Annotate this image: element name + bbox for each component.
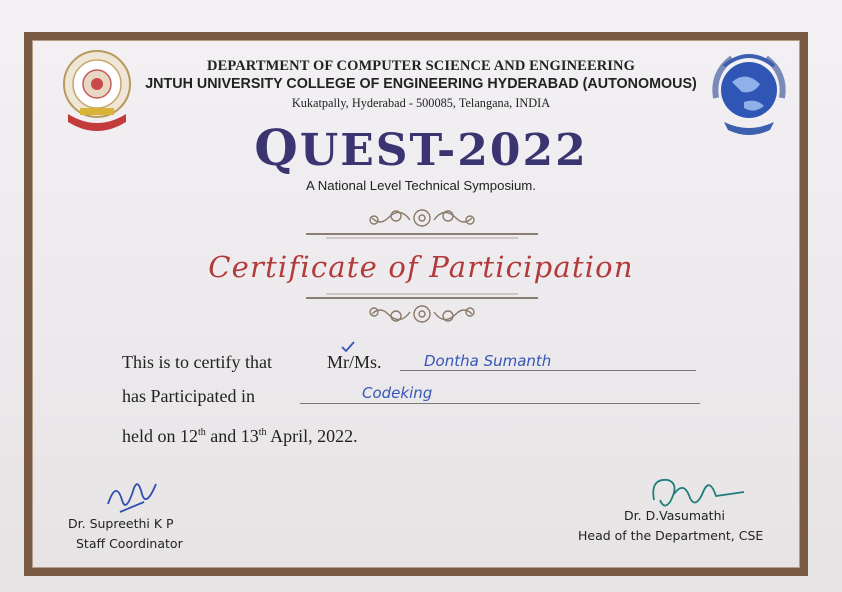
top-ornament-icon [306,204,538,242]
date-line-start: held on 12 [122,426,198,446]
bottom-ornament-icon [306,290,538,330]
salutation-label: Mr/Ms. [327,352,382,372]
event-title-rest: UEST-2022 [299,125,588,176]
staff-coordinator-name: Dr. Supreethi K P [68,516,174,531]
college-heading: JNTUH UNIVERSITY COLLEGE OF ENGINEERING HYDERABAD (AUTONOMOUS) [145,76,697,92]
participated-line-prefix: has Participated in [122,386,255,406]
date-line [122,426,358,447]
event-title-initial: Q [254,118,300,177]
hod-role: Head of the Department, CSE [578,528,764,543]
event-subtitle: A National Level Technical Symposium. [306,178,536,193]
department-heading: DEPARTMENT OF COMPUTER SCIENCE AND ENGINEERING [207,58,635,74]
event-name-line [300,403,700,404]
participant-name: Dontha Sumanth [424,352,552,370]
tick-mark-icon [340,340,356,354]
event-title [0,118,842,177]
certify-line-prefix: This is to certify that [122,352,272,372]
date-line-mid: and 13 [205,426,259,446]
date-suffix-2: th [258,427,267,438]
left-signature-icon [100,474,170,520]
date-suffix-1: th [198,427,206,438]
certificate-title: Certificate of Participation [208,250,634,284]
staff-coordinator-role: Staff Coordinator [76,536,183,551]
event-name: Codeking [362,384,433,402]
participant-name-line [400,370,696,371]
hod-name: Dr. D.Vasumathi [624,508,725,523]
date-line-end: April, 2022. [266,426,358,446]
college-address: Kukatpally, Hyderabad - 500085, Telangana, INDIA [291,96,551,110]
